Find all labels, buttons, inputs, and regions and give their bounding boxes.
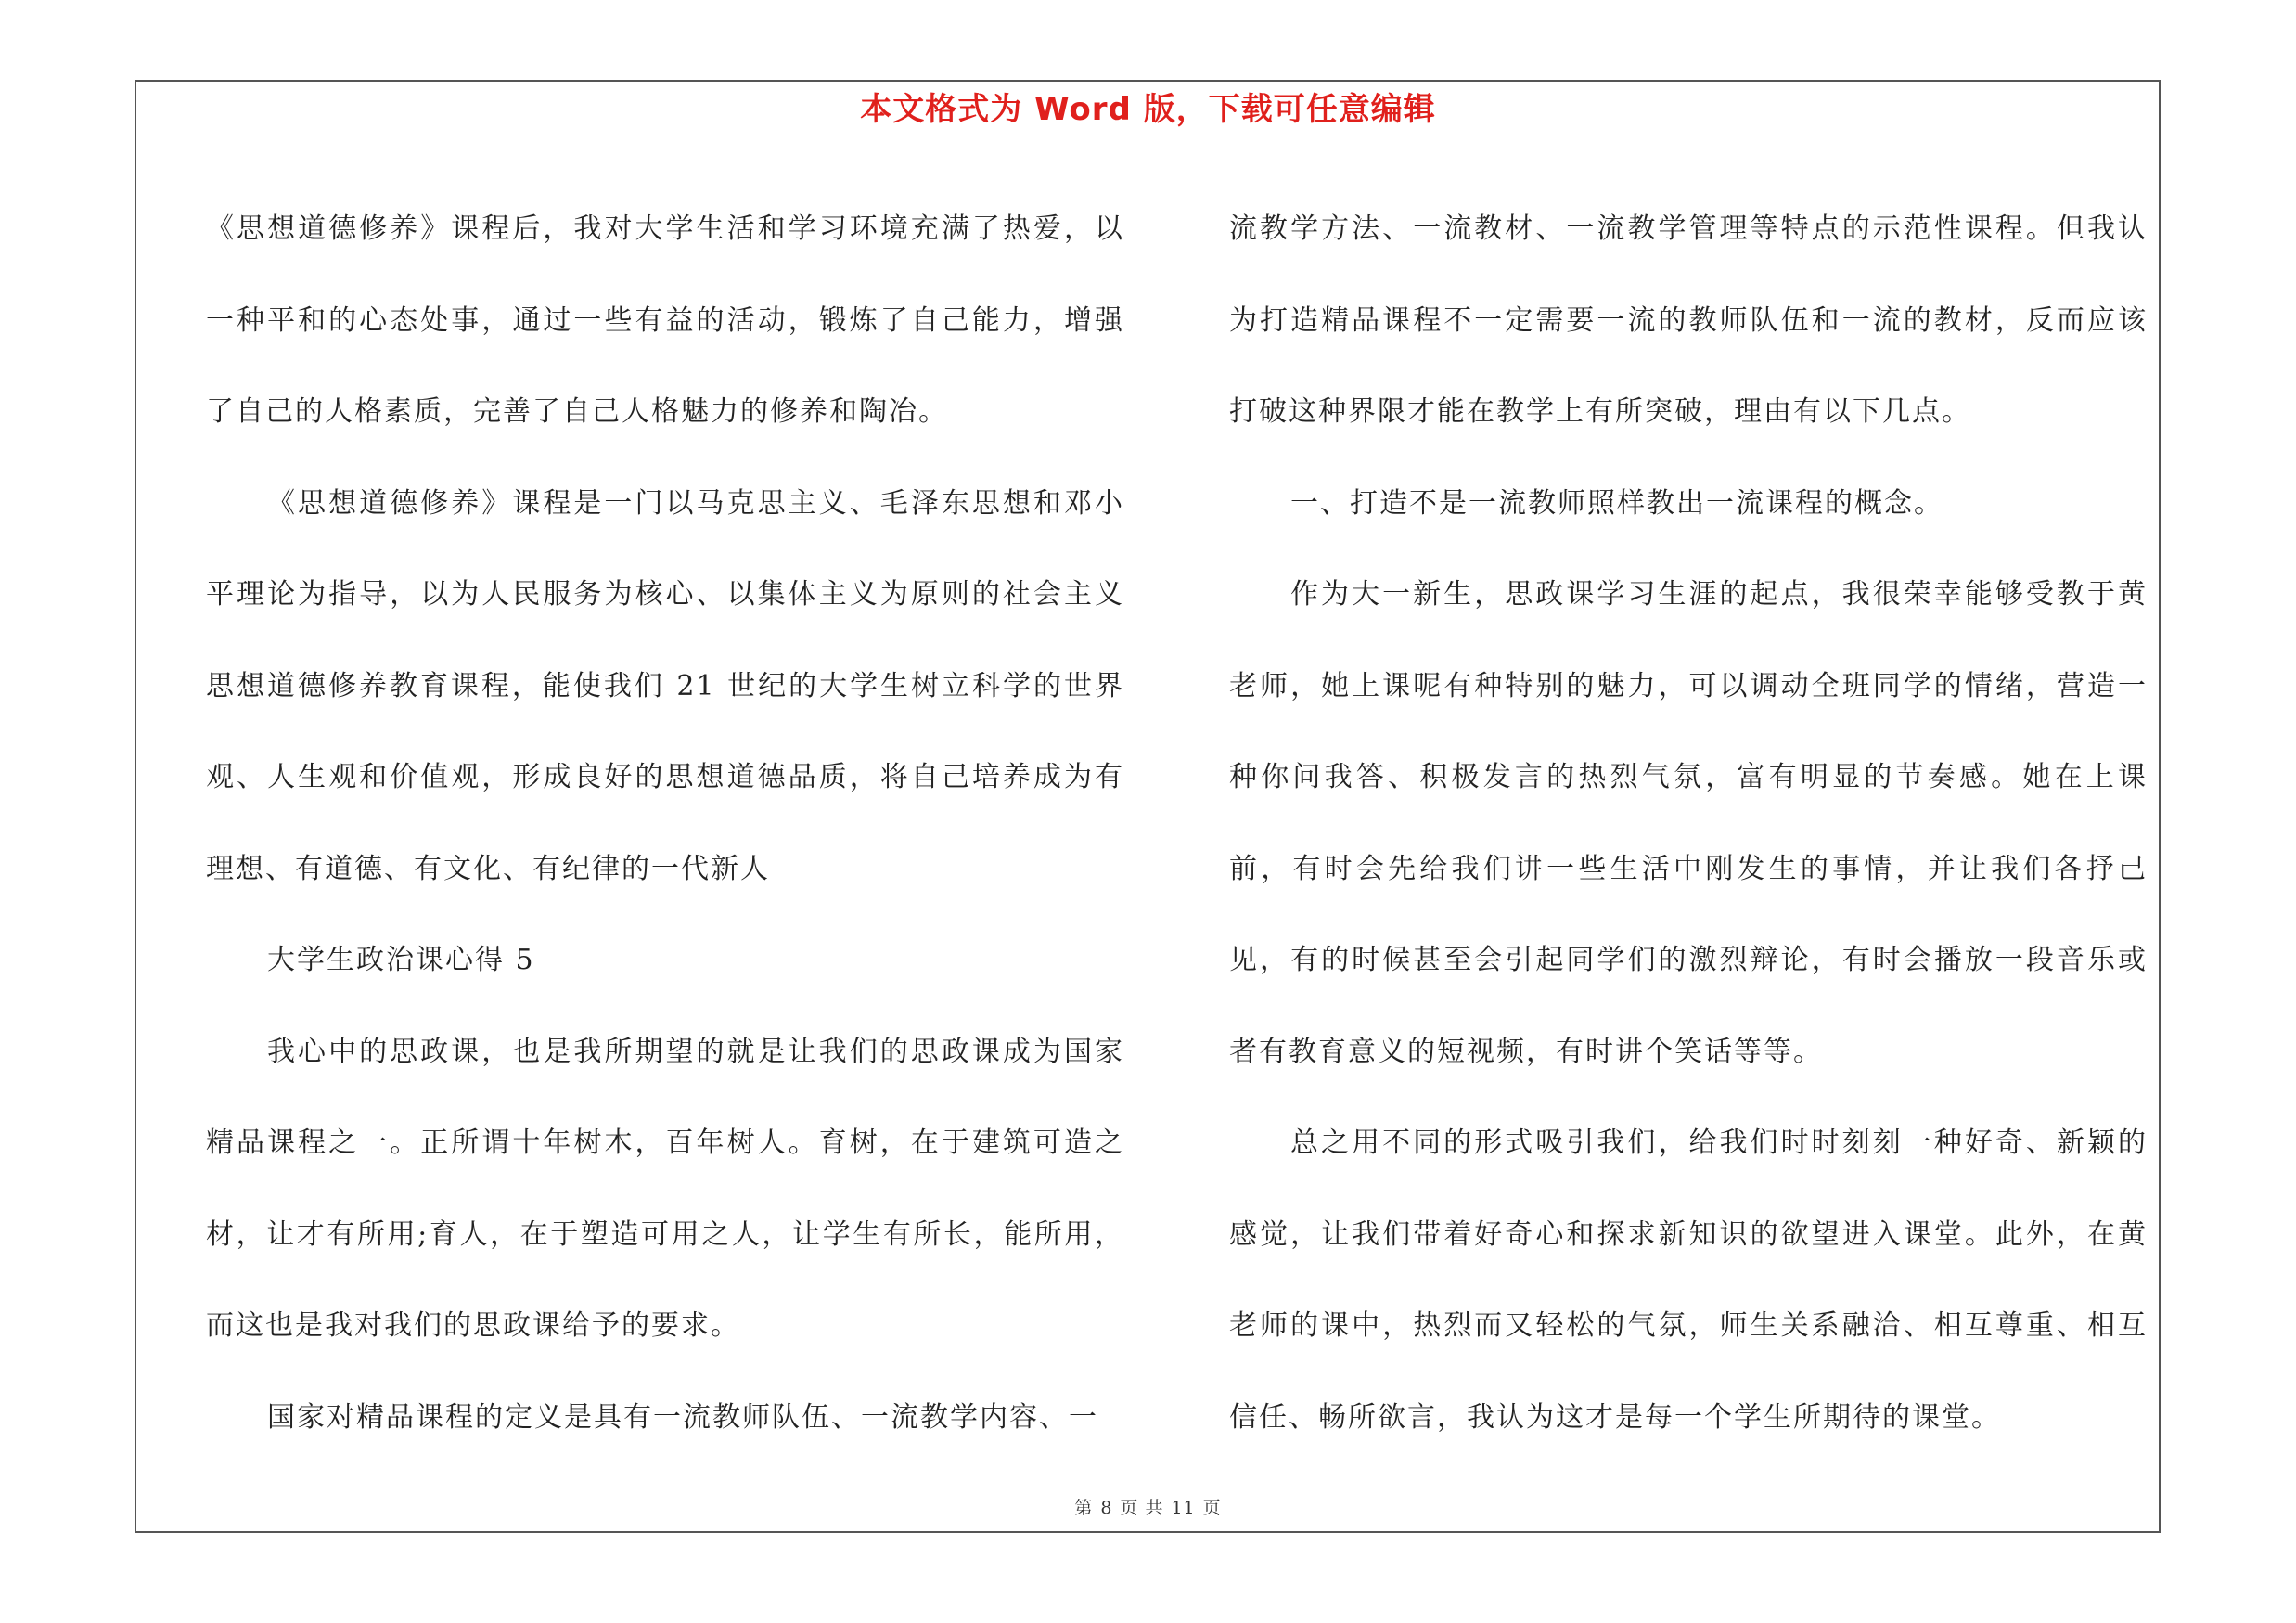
page-footer — [0, 1494, 2296, 1519]
paragraph: 流教学方法、一流教材、一流教学管理等特点的示范性课程。但我认为打造精品课程不一定需要一流的教师队伍和一流的教材，反而应该打破这种界限才能在教学上有所突破，理由有以下几点。 — [1229, 213, 2148, 428]
paragraph: 我心中的思政课，也是我所期望的就是让我们的思政课成为国家精品课程之一。正所谓十年树木，百年树人。育树，在于建筑可造之材，让才有所用;育人，在于塑造可用之人，让学生有所长，能所用，而这也是我对我们的思政课给予的要求。 — [206, 1035, 1124, 1342]
paragraph: 国家对精品课程的定义是具有一流教师队伍、一流教学内容、一 — [267, 1400, 1098, 1434]
footer-suffix: 页 — [1202, 1498, 1222, 1518]
total-pages-number: 11 — [1171, 1498, 1196, 1518]
footer-prefix: 第 — [1074, 1498, 1094, 1518]
left-column — [206, 184, 1124, 1463]
paragraph: 《思想道德修养》课程是一门以马克思主义、毛泽东思想和邓小平理论为指导，以为人民服务为核心、以集体主义为原则的社会主义思想道德修养教育课程，能使我们 21 世纪的大学生树立科学的世界观、人生观和价值观，形成良好的思想道德品质，将自己培养成为有理想、有道德、有文化、有纪律的一代新人 — [206, 486, 1124, 885]
section-heading: 大学生政治课心得 5 — [267, 944, 535, 976]
footer-middle: 页 共 — [1120, 1498, 1164, 1518]
paragraph: 作为大一新生，思政课学习生涯的起点，我很荣幸能够受教于黄老师，她上课呢有种特别的魅力，可以调动全班同学的情绪，营造一种你问我答、积极发言的热烈气氛，富有明显的节奏感。她在上课前，有时会先给我们讲一些生活中刚发生的事情，并让我们各抒己见，有的时候甚至会引起同学们的激烈辩论，有时会播放一段音乐或者有教育意义的短视频，有时讲个笑话等等。 — [1229, 578, 2148, 1068]
paragraph: 《思想道德修养》课程后，我对大学生活和学习环境充满了热爱，以一种平和的心态处事，通过一些有益的活动，锻炼了自己能力，增强了自己的人格素质，完善了自己人格魅力的修养和陶冶。 — [206, 213, 1124, 428]
current-page-number: 8 — [1100, 1498, 1113, 1518]
right-column — [1229, 184, 2148, 1463]
paragraph: 总之用不同的形式吸引我们，给我们时时刻刻一种好奇、新颖的感觉，让我们带着好奇心和探求新知识的欲望进入课堂。此外，在黄老师的课中，热烈而又轻松的气氛，师生关系融洽、相互尊重、相互信任、畅所欲言，我认为这才是每一个学生所期待的课堂。 — [1229, 1127, 2148, 1434]
section-heading: 一、打造不是一流教师照样教出一流课程的概念。 — [1290, 486, 1943, 520]
format-banner: 本文格式为 Word 版，下载可任意编辑 — [860, 91, 1436, 128]
